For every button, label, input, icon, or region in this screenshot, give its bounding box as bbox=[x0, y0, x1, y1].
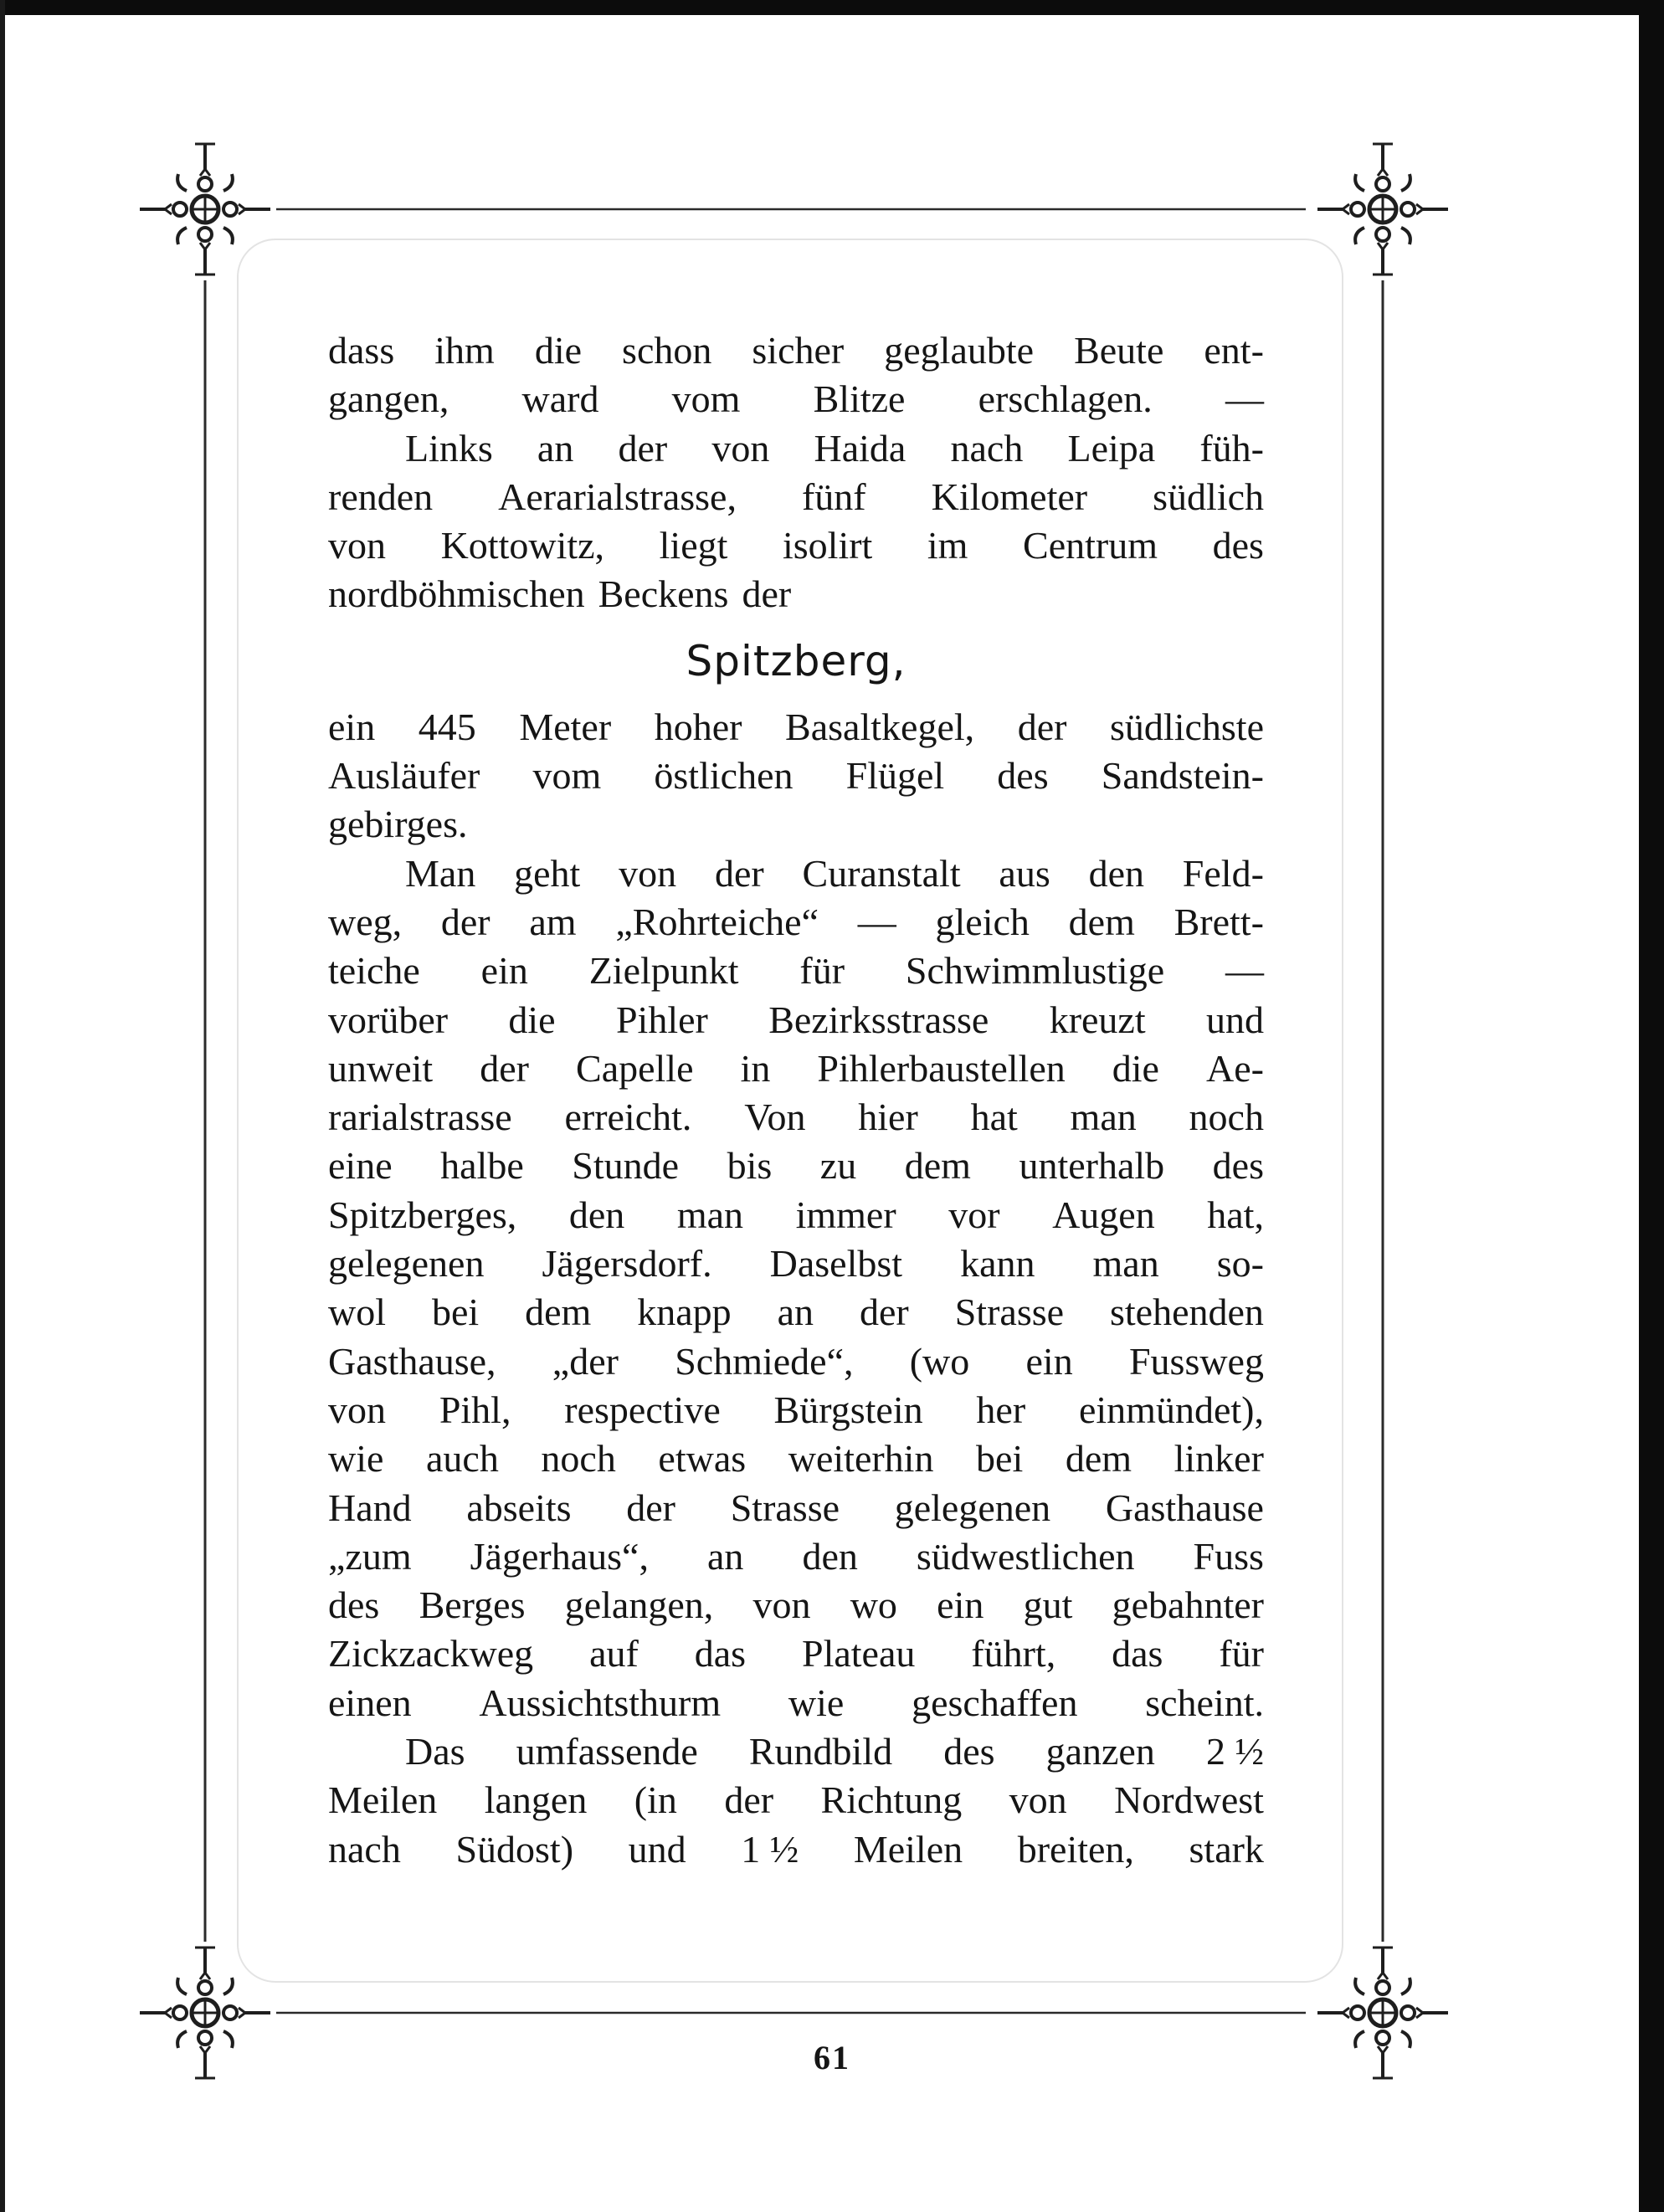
word: „Rohrteiche“ bbox=[615, 900, 819, 943]
word: hier bbox=[858, 1096, 918, 1139]
word: ganzen bbox=[1045, 1730, 1155, 1773]
word: die bbox=[534, 329, 583, 372]
word: der bbox=[618, 426, 668, 470]
word: Kilometer bbox=[931, 475, 1088, 518]
word: dem bbox=[904, 1144, 971, 1188]
word: von bbox=[619, 851, 677, 895]
word: südlichste bbox=[1110, 705, 1264, 748]
text-line bbox=[328, 521, 1264, 570]
word: man bbox=[1070, 1096, 1137, 1139]
word: kreuzt bbox=[1049, 998, 1146, 1041]
word: Augen bbox=[1052, 1193, 1155, 1236]
text-line bbox=[328, 1629, 1264, 1678]
word: südwestlichen bbox=[916, 1534, 1135, 1578]
text-line bbox=[328, 1239, 1264, 1288]
text-line bbox=[328, 473, 1264, 521]
word: ein bbox=[937, 1583, 984, 1627]
word: Ausläufer bbox=[328, 754, 480, 798]
word: des bbox=[328, 1583, 380, 1627]
word: erreicht. bbox=[564, 1096, 692, 1139]
text-line bbox=[328, 1532, 1264, 1581]
word: am bbox=[529, 900, 577, 943]
word: noch bbox=[541, 1437, 616, 1481]
section-heading: Spitzberg, bbox=[686, 636, 906, 685]
word: der bbox=[1017, 705, 1067, 748]
word: eine bbox=[328, 1144, 393, 1188]
word: „zum bbox=[328, 1534, 412, 1578]
word: von bbox=[752, 1583, 811, 1627]
word: gelegenen bbox=[328, 1242, 485, 1286]
word: im bbox=[927, 524, 968, 567]
word: breiten, bbox=[1017, 1827, 1134, 1871]
word: die bbox=[508, 998, 556, 1041]
word: des bbox=[1212, 524, 1264, 567]
word: Basaltkegel, bbox=[785, 705, 975, 748]
word: geglaubte bbox=[884, 329, 1035, 372]
word: Hand bbox=[328, 1486, 412, 1529]
word: für bbox=[799, 949, 845, 993]
word: rarialstrasse bbox=[328, 1096, 512, 1139]
word: Stunde bbox=[572, 1144, 680, 1188]
word: den bbox=[802, 1534, 858, 1578]
word: unweit bbox=[328, 1046, 434, 1090]
word: Berges bbox=[419, 1583, 526, 1627]
word: Ae- bbox=[1206, 1046, 1264, 1090]
word: 2 ½ bbox=[1205, 1730, 1264, 1773]
word: Centrum bbox=[1023, 524, 1158, 567]
word: noch bbox=[1189, 1096, 1264, 1139]
word: gelangen, bbox=[564, 1583, 714, 1627]
word: wol bbox=[328, 1291, 386, 1334]
word: Schmiede“, bbox=[675, 1339, 854, 1383]
word: her bbox=[976, 1388, 1026, 1431]
word: Leipa bbox=[1067, 426, 1156, 470]
text-line bbox=[328, 1434, 1264, 1483]
text-line bbox=[328, 1044, 1264, 1093]
word: wo bbox=[850, 1583, 897, 1627]
text-line bbox=[328, 1825, 1264, 1874]
word: an bbox=[537, 426, 574, 470]
text-line bbox=[328, 800, 1264, 849]
text-line bbox=[328, 570, 1264, 618]
word: schon bbox=[622, 329, 712, 372]
word: füh- bbox=[1199, 426, 1264, 470]
word: 1 ½ bbox=[741, 1827, 799, 1871]
text-line bbox=[328, 1337, 1264, 1386]
word: hoher bbox=[654, 705, 742, 748]
word: Aussichtsthurm bbox=[479, 1681, 722, 1724]
word: wie bbox=[328, 1437, 384, 1481]
text-line bbox=[328, 1727, 1264, 1776]
word: hat, bbox=[1207, 1193, 1264, 1236]
word: nach bbox=[328, 1827, 401, 1871]
word: fünf bbox=[801, 475, 866, 518]
word: Bezirksstrasse bbox=[768, 998, 989, 1041]
word: Feld- bbox=[1182, 851, 1264, 895]
word: der bbox=[860, 1291, 909, 1334]
word: auf bbox=[589, 1632, 639, 1676]
word: bis bbox=[727, 1144, 773, 1188]
word: bei bbox=[976, 1437, 1024, 1481]
word: stehenden bbox=[1110, 1291, 1264, 1334]
word: Aerarialstrasse, bbox=[498, 475, 737, 518]
word: einmündet), bbox=[1078, 1388, 1264, 1431]
word: man bbox=[1092, 1242, 1159, 1286]
word: gut bbox=[1023, 1583, 1073, 1627]
text-line bbox=[328, 703, 1264, 752]
word: scheint. bbox=[1145, 1681, 1264, 1724]
word: hat bbox=[970, 1096, 1018, 1139]
word: bei bbox=[431, 1291, 480, 1334]
word: vom bbox=[671, 377, 741, 421]
word: Meilen bbox=[328, 1778, 438, 1822]
word: Plateau bbox=[801, 1632, 916, 1676]
word: kann bbox=[960, 1242, 1035, 1286]
word: den bbox=[1088, 851, 1144, 895]
word: — bbox=[1225, 377, 1264, 421]
word: Das bbox=[405, 1730, 465, 1773]
word: (in bbox=[634, 1778, 677, 1822]
text-line bbox=[328, 1288, 1264, 1337]
word: Richtung bbox=[820, 1778, 963, 1822]
word: ward bbox=[521, 377, 599, 421]
word: und bbox=[1205, 998, 1264, 1041]
word: etwas bbox=[658, 1437, 747, 1481]
word: nach bbox=[950, 426, 1024, 470]
word: den bbox=[568, 1193, 625, 1236]
word: langen bbox=[484, 1778, 588, 1822]
word: Brett- bbox=[1174, 900, 1264, 943]
text-line bbox=[328, 996, 1264, 1044]
body-text bbox=[328, 326, 1264, 1874]
word: für bbox=[1219, 1632, 1264, 1676]
word: geschaffen bbox=[912, 1681, 1078, 1724]
text-line bbox=[328, 424, 1264, 473]
word: Zielpunkt bbox=[588, 949, 739, 993]
word: „der bbox=[552, 1339, 619, 1383]
text-line bbox=[328, 1142, 1264, 1190]
word: der bbox=[742, 572, 792, 616]
word: des bbox=[997, 754, 1049, 798]
word: Sandstein- bbox=[1101, 754, 1264, 798]
word: gangen, bbox=[328, 377, 449, 421]
word: abseits bbox=[466, 1486, 572, 1529]
word: Gasthause bbox=[1105, 1486, 1264, 1529]
word: ein bbox=[1025, 1339, 1073, 1383]
corner-ornament-icon bbox=[1317, 144, 1448, 275]
text-line bbox=[328, 849, 1264, 898]
word: ent- bbox=[1204, 329, 1264, 372]
word: von bbox=[328, 1388, 386, 1431]
word: Capelle bbox=[576, 1046, 694, 1090]
word: respective bbox=[564, 1388, 721, 1431]
word: Beute bbox=[1074, 329, 1164, 372]
word: Meilen bbox=[853, 1827, 963, 1871]
word: unterhalb bbox=[1019, 1144, 1165, 1188]
word: isolirt bbox=[782, 524, 873, 567]
word: stark bbox=[1189, 1827, 1264, 1871]
word: ihm bbox=[434, 329, 495, 372]
word: einen bbox=[328, 1681, 412, 1724]
word: von bbox=[711, 426, 770, 470]
page-number: 61 bbox=[814, 2039, 850, 2076]
word: ein bbox=[328, 705, 376, 748]
word: vorüber bbox=[328, 998, 449, 1041]
word: von bbox=[328, 524, 386, 567]
word: Daselbst bbox=[769, 1242, 903, 1286]
word: linker bbox=[1174, 1437, 1264, 1481]
word: des bbox=[1212, 1144, 1264, 1188]
word: geht bbox=[514, 851, 581, 895]
word: renden bbox=[328, 475, 434, 518]
word: Beckens bbox=[598, 572, 729, 616]
word: (wo bbox=[909, 1339, 970, 1383]
word: vor bbox=[948, 1193, 1000, 1236]
word: nordböhmischen bbox=[328, 572, 585, 616]
word: an bbox=[777, 1291, 814, 1334]
word: Pihlerbaustellen bbox=[817, 1046, 1066, 1090]
text-line bbox=[328, 326, 1264, 375]
word: Meter bbox=[519, 705, 612, 748]
word: immer bbox=[795, 1193, 896, 1236]
text-line bbox=[328, 947, 1264, 995]
word: Gasthause, bbox=[328, 1339, 496, 1383]
word: dem bbox=[1068, 900, 1135, 943]
text-line bbox=[328, 1776, 1264, 1825]
word: Fuss bbox=[1193, 1534, 1264, 1578]
word: Fussweg bbox=[1128, 1339, 1264, 1383]
word: Pihl, bbox=[439, 1388, 511, 1431]
word: Jägersdorf. bbox=[542, 1242, 712, 1286]
word: das bbox=[694, 1632, 747, 1676]
word: liegt bbox=[659, 524, 728, 567]
text-line bbox=[328, 752, 1264, 800]
word: gleich bbox=[935, 900, 1030, 943]
word: Bürgstein bbox=[773, 1388, 923, 1431]
word: gebirges. bbox=[328, 803, 468, 846]
word: 445 bbox=[418, 705, 476, 748]
word: das bbox=[1112, 1632, 1163, 1676]
word: des bbox=[943, 1730, 995, 1773]
word: halbe bbox=[440, 1144, 524, 1188]
text-line bbox=[328, 1679, 1264, 1727]
word: in bbox=[740, 1046, 771, 1090]
word: Flügel bbox=[845, 754, 945, 798]
word: sicher bbox=[752, 329, 845, 372]
word: Jägerhaus“, bbox=[470, 1534, 649, 1578]
word: Zickzackweg bbox=[328, 1632, 534, 1676]
word: man bbox=[676, 1193, 744, 1236]
word: Spitzberges, bbox=[328, 1193, 517, 1236]
word: gelegenen bbox=[894, 1486, 1051, 1529]
word: von bbox=[1009, 1778, 1067, 1822]
word: weiterhin bbox=[788, 1437, 934, 1481]
word: an bbox=[706, 1534, 744, 1578]
word: führt, bbox=[971, 1632, 1056, 1676]
word: zu bbox=[819, 1144, 857, 1188]
text-line bbox=[328, 898, 1264, 947]
word: Kottowitz, bbox=[440, 524, 605, 567]
word: umfassende bbox=[516, 1730, 698, 1773]
word: knapp bbox=[637, 1291, 732, 1334]
word: dem bbox=[525, 1291, 592, 1334]
word: Nordwest bbox=[1114, 1778, 1264, 1822]
word: Man bbox=[405, 851, 476, 895]
word: so- bbox=[1216, 1242, 1264, 1286]
text-line bbox=[328, 1484, 1264, 1532]
word: ein bbox=[480, 949, 528, 993]
word: erschlagen. bbox=[978, 377, 1153, 421]
word: Haida bbox=[814, 426, 906, 470]
text-line bbox=[328, 375, 1264, 423]
word: — bbox=[857, 900, 896, 943]
word: dass bbox=[328, 329, 395, 372]
word: Blitze bbox=[813, 377, 906, 421]
word: Curanstalt bbox=[802, 851, 961, 895]
word: Links bbox=[405, 426, 493, 470]
text-line bbox=[328, 1093, 1264, 1142]
word: Pihler bbox=[615, 998, 708, 1041]
word: Von bbox=[744, 1096, 806, 1139]
word: weg, bbox=[328, 900, 403, 943]
word: der bbox=[724, 1778, 774, 1822]
word: östlichen bbox=[654, 754, 793, 798]
text-line bbox=[328, 1386, 1264, 1434]
word: teiche bbox=[328, 949, 420, 993]
word: dem bbox=[1065, 1437, 1132, 1481]
word: Strasse bbox=[954, 1291, 1065, 1334]
word: der bbox=[480, 1046, 529, 1090]
word: vom bbox=[532, 754, 602, 798]
text-line bbox=[328, 1191, 1264, 1239]
word: der bbox=[440, 900, 490, 943]
word: Schwimmlustige bbox=[905, 949, 1165, 993]
word: — bbox=[1225, 949, 1264, 993]
word: Strasse bbox=[730, 1486, 840, 1529]
word: der bbox=[626, 1486, 675, 1529]
word: gebahnter bbox=[1112, 1583, 1264, 1627]
word: der bbox=[714, 851, 764, 895]
text-line bbox=[328, 1581, 1264, 1629]
word: auch bbox=[426, 1437, 499, 1481]
word: und bbox=[628, 1827, 686, 1871]
word: aus bbox=[999, 851, 1050, 895]
word: Südost) bbox=[455, 1827, 574, 1871]
word: südlich bbox=[1153, 475, 1264, 518]
word: die bbox=[1112, 1046, 1159, 1090]
word: wie bbox=[788, 1681, 845, 1724]
word: Rundbild bbox=[748, 1730, 893, 1773]
